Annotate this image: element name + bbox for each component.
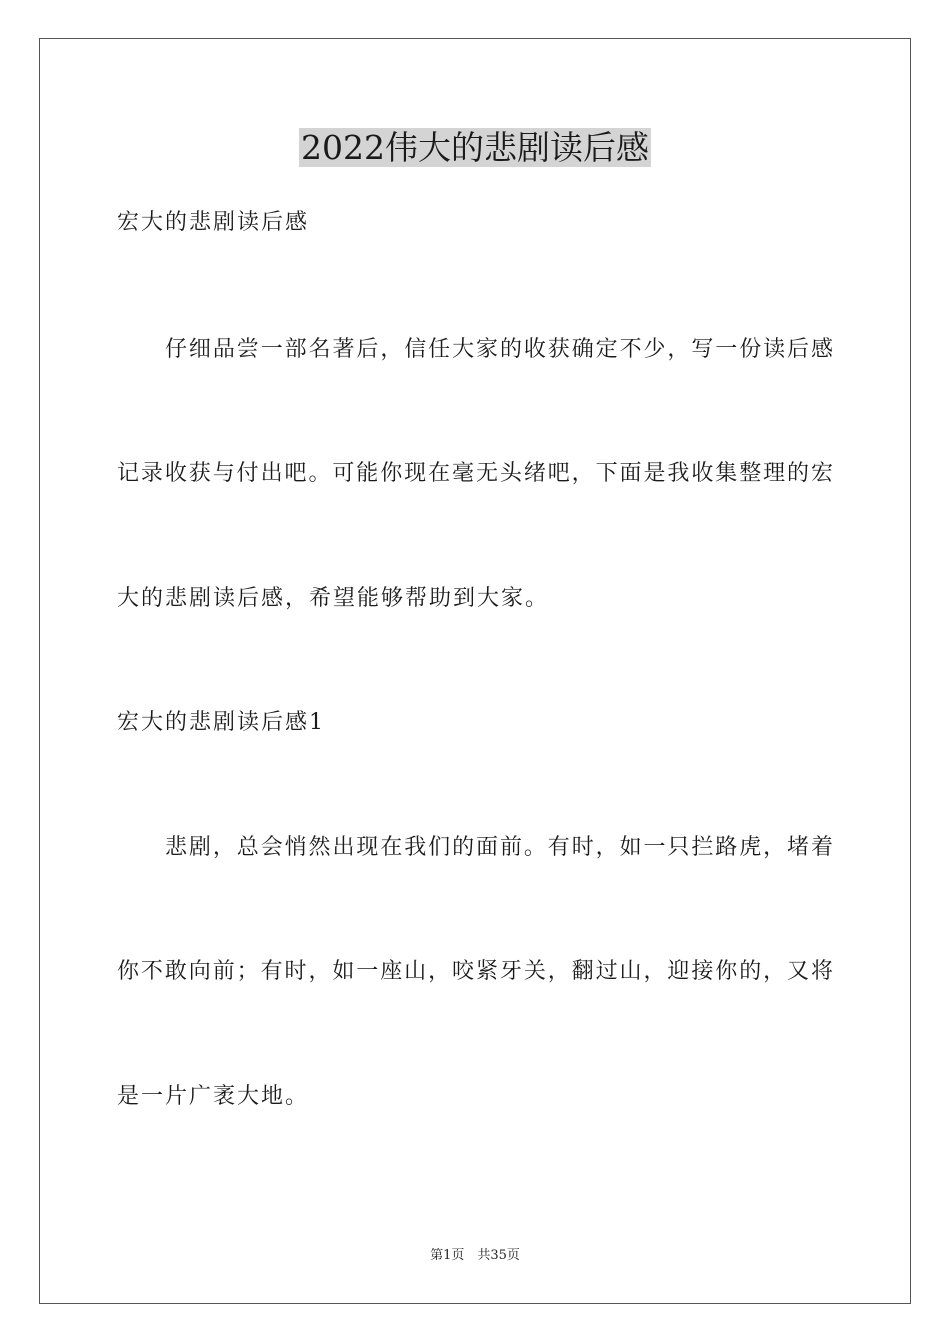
paragraph-line: 悲剧，总会悄然出现在我们的面前。有时，如一只拦路虎，堵着 [165,835,833,860]
document-title [0,126,950,170]
paragraph-line: 记录收获与付出吧。可能你现在毫无头绪吧，下面是我收集整理的宏 [117,461,833,486]
paragraph-line: 是一片广袤大地。 [117,1084,310,1109]
paragraph-line: 你不敢向前；有时，如一座山，咬紧牙关，翻过山，迎接你的，又将 [117,959,833,984]
subtitle-line: 宏大的悲剧读后感 [117,210,310,235]
document-title-text: 2022伟大的悲剧读后感 [301,128,649,167]
paragraph-line: 仔细品尝一部名著后，信任大家的收获确定不少，写一份读后感 [165,337,833,362]
section-heading: 宏大的悲剧读后感1 [117,710,325,735]
page-footer: 第1页 共35页 [430,1248,520,1263]
paragraph-line: 大的悲剧读后感，希望能够帮助到大家。 [117,586,550,611]
